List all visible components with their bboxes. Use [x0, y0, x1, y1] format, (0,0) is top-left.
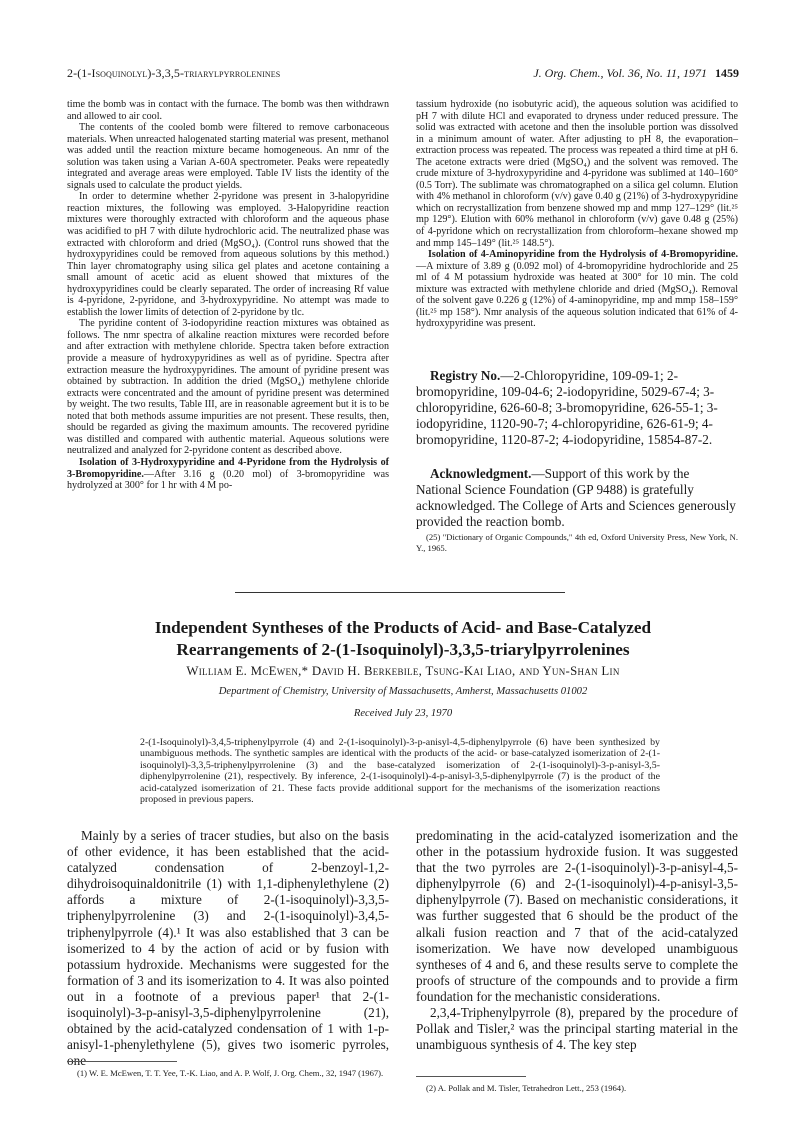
article-separator-rule — [235, 592, 565, 593]
paragraph: 2,3,4-Triphenylpyrrole (8), prepared by the procedure of Pollak and Tisler,² was the principal starting material in the unambiguous synthesis of 4. The key step — [416, 1005, 738, 1053]
page-header — [67, 66, 739, 86]
page-number: 1459 — [715, 66, 739, 80]
journal-name: J. Org. Chem., Vol. 36, No. 11, 1971 — [533, 66, 707, 80]
registry-numbers — [416, 368, 738, 448]
paragraph: tassium hydroxide (no isobutyric acid), the aqueous solution was acidified to pH 7 with dilute HCl and evaporated to dryness under reduced pressure. The solid was extracted with acetone and then the insoluble portion was dissolved in a minimum amount of water. After adjusting to pH 8, the evaporation–extraction process was repeated. The process was repeated a third time at pH 6. The acetone extracts were dried (MgSO₄) and the solvent was removed. The crude mixture of 3-hydroxypyridine and 4-pyridone was sublimed at 140–160° (0.5 Torr). The sublimate was chromatographed on a silica gel column. Elution with 4% methanol in chloroform (v/v) gave 0.40 g (21%) of 3-hydroxypyridine which on recrystallization from benzene showed mp and mmp 127–129° (lit.²⁵ mp 129°). Elution with 60% methanol in chloroform (v/v) gave 0.48 g (25%) of 4-pyridone which on recrystallization from chloroform–hexane showed mp and mmp 145–149° (lit.²⁵ 148.5°). — [416, 99, 738, 249]
paragraph-text: —A mixture of 3.89 g (0.092 mol) of 4-bromopyridine hydrochloride and 25 ml of 4 M potassium hydroxide was heated at 300° for 10 min. The cold mixture was extracted with methylene chloride and dried (MgSO₄). Removal of the solvent gave 0.226 g (12%) of 4-aminopyridine, mp and mmp 158–159° (lit.²⁵ mp 158°). Nmr analysis of the aqueous solution indicated that 61% of 4-hydroxypyridine was present. — [416, 260, 738, 330]
registry-heading: Registry No. — [430, 368, 501, 383]
registry-text: —2-Chloropyridine, 109-09-1; 2-bromopyridine, 109-04-6; 2-iodopyridine, 5029-67-4; 3-chloropyridine, 626-60-8; 3-bromopyridine, 626-55-1; 3-iodopyridine, 1120-90-7; 4-chloropyridine, 626-61-9; 4-bromopyridine, 1120-87-2; 4-iodopyridine, 15854-87-2. — [416, 368, 718, 448]
running-title: 2-(1-Isoquinolyl)-3,3,5-triarylpyrrolenines — [67, 66, 281, 80]
footnote-text: (2) A. Pollak and M. Tisler, Tetrahedron Lett., 253 (1964). — [426, 1083, 627, 1093]
footnote-1 — [67, 1068, 389, 1079]
ack-paragraph — [416, 466, 738, 530]
abstract: 2-(1-Isoquinolyl)-3,4,5-triphenylpyrrole (4) and 2-(1-isoquinolyl)-3-p-anisyl-4,5-diphenylpyrrole (6) have been synthesized by unambiguous methods. The synthetic samples are identical with the products of the acid- or base-catalyzed isomerization of 2-(1-isoquinolyl)-3,3,5-triphenylpyrrolenine (3) and the base-catalyzed isomerization of 2-(1-isoquinolyl)-3-p-anisyl-3,5-diphenylpyrrolenine (21), respectively. By inference, 2-(1-isoquinolyl)-4-p-anisyl-3,5-diphenylpyrrole (7) is the product of the acid-catalyzed isomerization of 21. These facts provide additional support for the mechanisms of the isomerization reactions proposed in previous papers. — [140, 737, 660, 806]
received-date: Received July 23, 1970 — [353, 708, 453, 719]
paragraph: predominating in the acid-catalyzed isomerization and the other in the potassium hydroxide fusion. It was suggested that the two pyrroles are 2-(1-isoquinolyl)-3-p-anisyl-4,5-diphenylpyrrole (6) and 2-(1-isoquinolyl)-4-p-anisyl-3,5-diphenylpyrrole (7). Based on mechanistic considerations, it was further suggested that 6 should be the product of the alkali fusion reaction and 7 that of the acid-catalyzed isomerization. We have now developed unambiguous syntheses of 4 and 6, and these results serve to complete the proofs of structure of the compounds and to provide a firm foundation for the mechanistic considerations. — [416, 828, 738, 1004]
paragraph: The pyridine content of 3-iodopyridine reaction mixtures was obtained as follows. The nmr spectra of alkaline reaction mixtures were recorded before and after extraction with methylene chloride. Spectra taken before extraction provide a measure of hydroxypyridines as well as of pyridine. Spectra after extraction measure the hydroxypyridines. The amount of pyridine present was obtained by subtraction. In addition the dried (MgSO₄) methylene chloride extracts were concentrated and the amount of pyridine present was determined by weight. The two results, Table III, are in reasonable agreement but it is to be noted that both methods assume impurities are not present. These results, then, should be regarded as giving the maximum amounts. The recovered pyridine was distilled and compared with authentic material. Aqueous solutions were neutralized and analyzed for 2-pyridone content as described above. — [67, 318, 389, 457]
footnote-text: (1) W. E. McEwen, T. T. Yee, T.-K. Liao, and A. P. Wolf, J. Org. Chem., 32, 1947 (1967). — [77, 1068, 384, 1078]
acknowledgment — [416, 466, 738, 530]
paragraph: Mainly by a series of tracer studies, but also on the basis of other evidence, it has been established that the acid-catalyzed condensation of 2-benzoyl-1,2-dihydroisoquinaldonitrile (1) with 1,1-diphenylethylene (2) affords a mixture of 2-(1-isoquinolyl)-3,3,5-triphenylpyrrolenine (3) and 2-(1-isoquinolyl)-3,4,5-triphenylpyrrole (4).¹ It was also established that 3 can be isomerized to 4 by the action of acid or by fusion with potassium hydroxide. Mechanisms were suggested for the formation of 3 and its isomerization to 4. It was also pointed out in a footnote of a previous paper¹ that 2-(1-isoquinolyl)-3-p-anisyl-3,5-diphenylpyrrolenine (21), obtained by the acid-catalyzed condensation of 1 with 1-p-anisyl-1-phenylethylene (5), gives two isomeric pyrroles, one — [67, 828, 389, 1069]
ack-heading: Acknowledgment. — [430, 466, 532, 481]
footnote-2 — [416, 1083, 738, 1094]
registry-paragraph — [416, 368, 738, 448]
paragraph: time the bomb was in contact with the furnace. The bomb was then withdrawn and allowed to air cool. — [67, 99, 389, 122]
section-runin-heading: Isolation of 3-Hydroxypyridine and 4-Pyridone from the Hydrolysis of 3-Bromopyridine. — [67, 456, 389, 480]
paragraph: The contents of the cooled bomb were filtered to remove carbonaceous materials. When unreacted halogenated starting material was present, methanol was added until the reaction mixture became homogeneous. An nmr of the solution was taken using a Varian A-60A spectrometer. Peaks were repeatedly integrated and average areas were employed. Table IV lists the identity of the signals used to calculate the product yields. — [67, 122, 389, 191]
title-line: Rearrangements of 2-(1-Isoquinolyl)-3,3,5-triarylpyrrolenines — [176, 640, 630, 659]
article-body-right — [416, 828, 738, 1053]
footnote-rule — [67, 1061, 177, 1062]
ack-text: —Support of this work by the National Science Foundation (GP 9488) is gratefully acknowledged. The College of Arts and Sciences generously provided the reaction bomb. — [416, 466, 736, 530]
journal-citation — [533, 66, 739, 81]
paragraph-text: —After 3.16 g (0.20 mol) of 3-bromopyridine was hydrolyzed at 300° for 1 hr with 4 M po- — [67, 468, 389, 492]
footnote-text: (25) "Dictionary of Organic Compounds," 4th ed, Oxford University Press, New York, N. Y., 1965. — [416, 532, 738, 553]
title-line: Independent Syntheses of the Products of Acid- and Base-Catalyzed — [154, 618, 652, 637]
prev-article-right-column — [416, 99, 738, 330]
footnote-rule — [416, 1076, 526, 1077]
article-body-left — [67, 828, 389, 1069]
prev-article-left-column — [67, 99, 389, 492]
authors: William E. McEwen,* David H. Berkebile, Tsung-Kai Liao, and Yun-Shan Lin — [186, 664, 620, 678]
isolation-paragraph — [67, 457, 389, 492]
paragraph: In order to determine whether 2-pyridone was present in 3-halopyridine reaction mixtures, the following was employed. 3-Halopyridine reaction mixtures were thoroughly extracted with chloroform and the aqueous phase was acidified to pH 7 with dilute hydrochloric acid. The neutralized phase was extracted with chloroform and dried (MgSO₄). (Control runs showed that the hydroxypyridines could be removed from aqueous solutions by this method.) Thin layer chromatography using silica gel plates and acetone containing a small amount of acetic acid as eluent showed that mixtures of the hydroxypyridines could be clearly separated. The order of increasing Rf value is 4-pyridone, 2-pyridone, and 3-hydroxypyridine. No attempt was made to establish the lower limits of detection of 2-pyridone by tlc. — [67, 191, 389, 318]
isolation-paragraph — [416, 249, 738, 330]
article-title — [67, 617, 739, 661]
footnote-25 — [416, 532, 738, 554]
affiliation: Department of Chemistry, University of Massachusetts, Amherst, Massachusetts 01002 — [218, 686, 588, 697]
section-runin-heading: Isolation of 4-Aminopyridine from the Hydrolysis of 4-Bromopyridine. — [428, 249, 738, 261]
